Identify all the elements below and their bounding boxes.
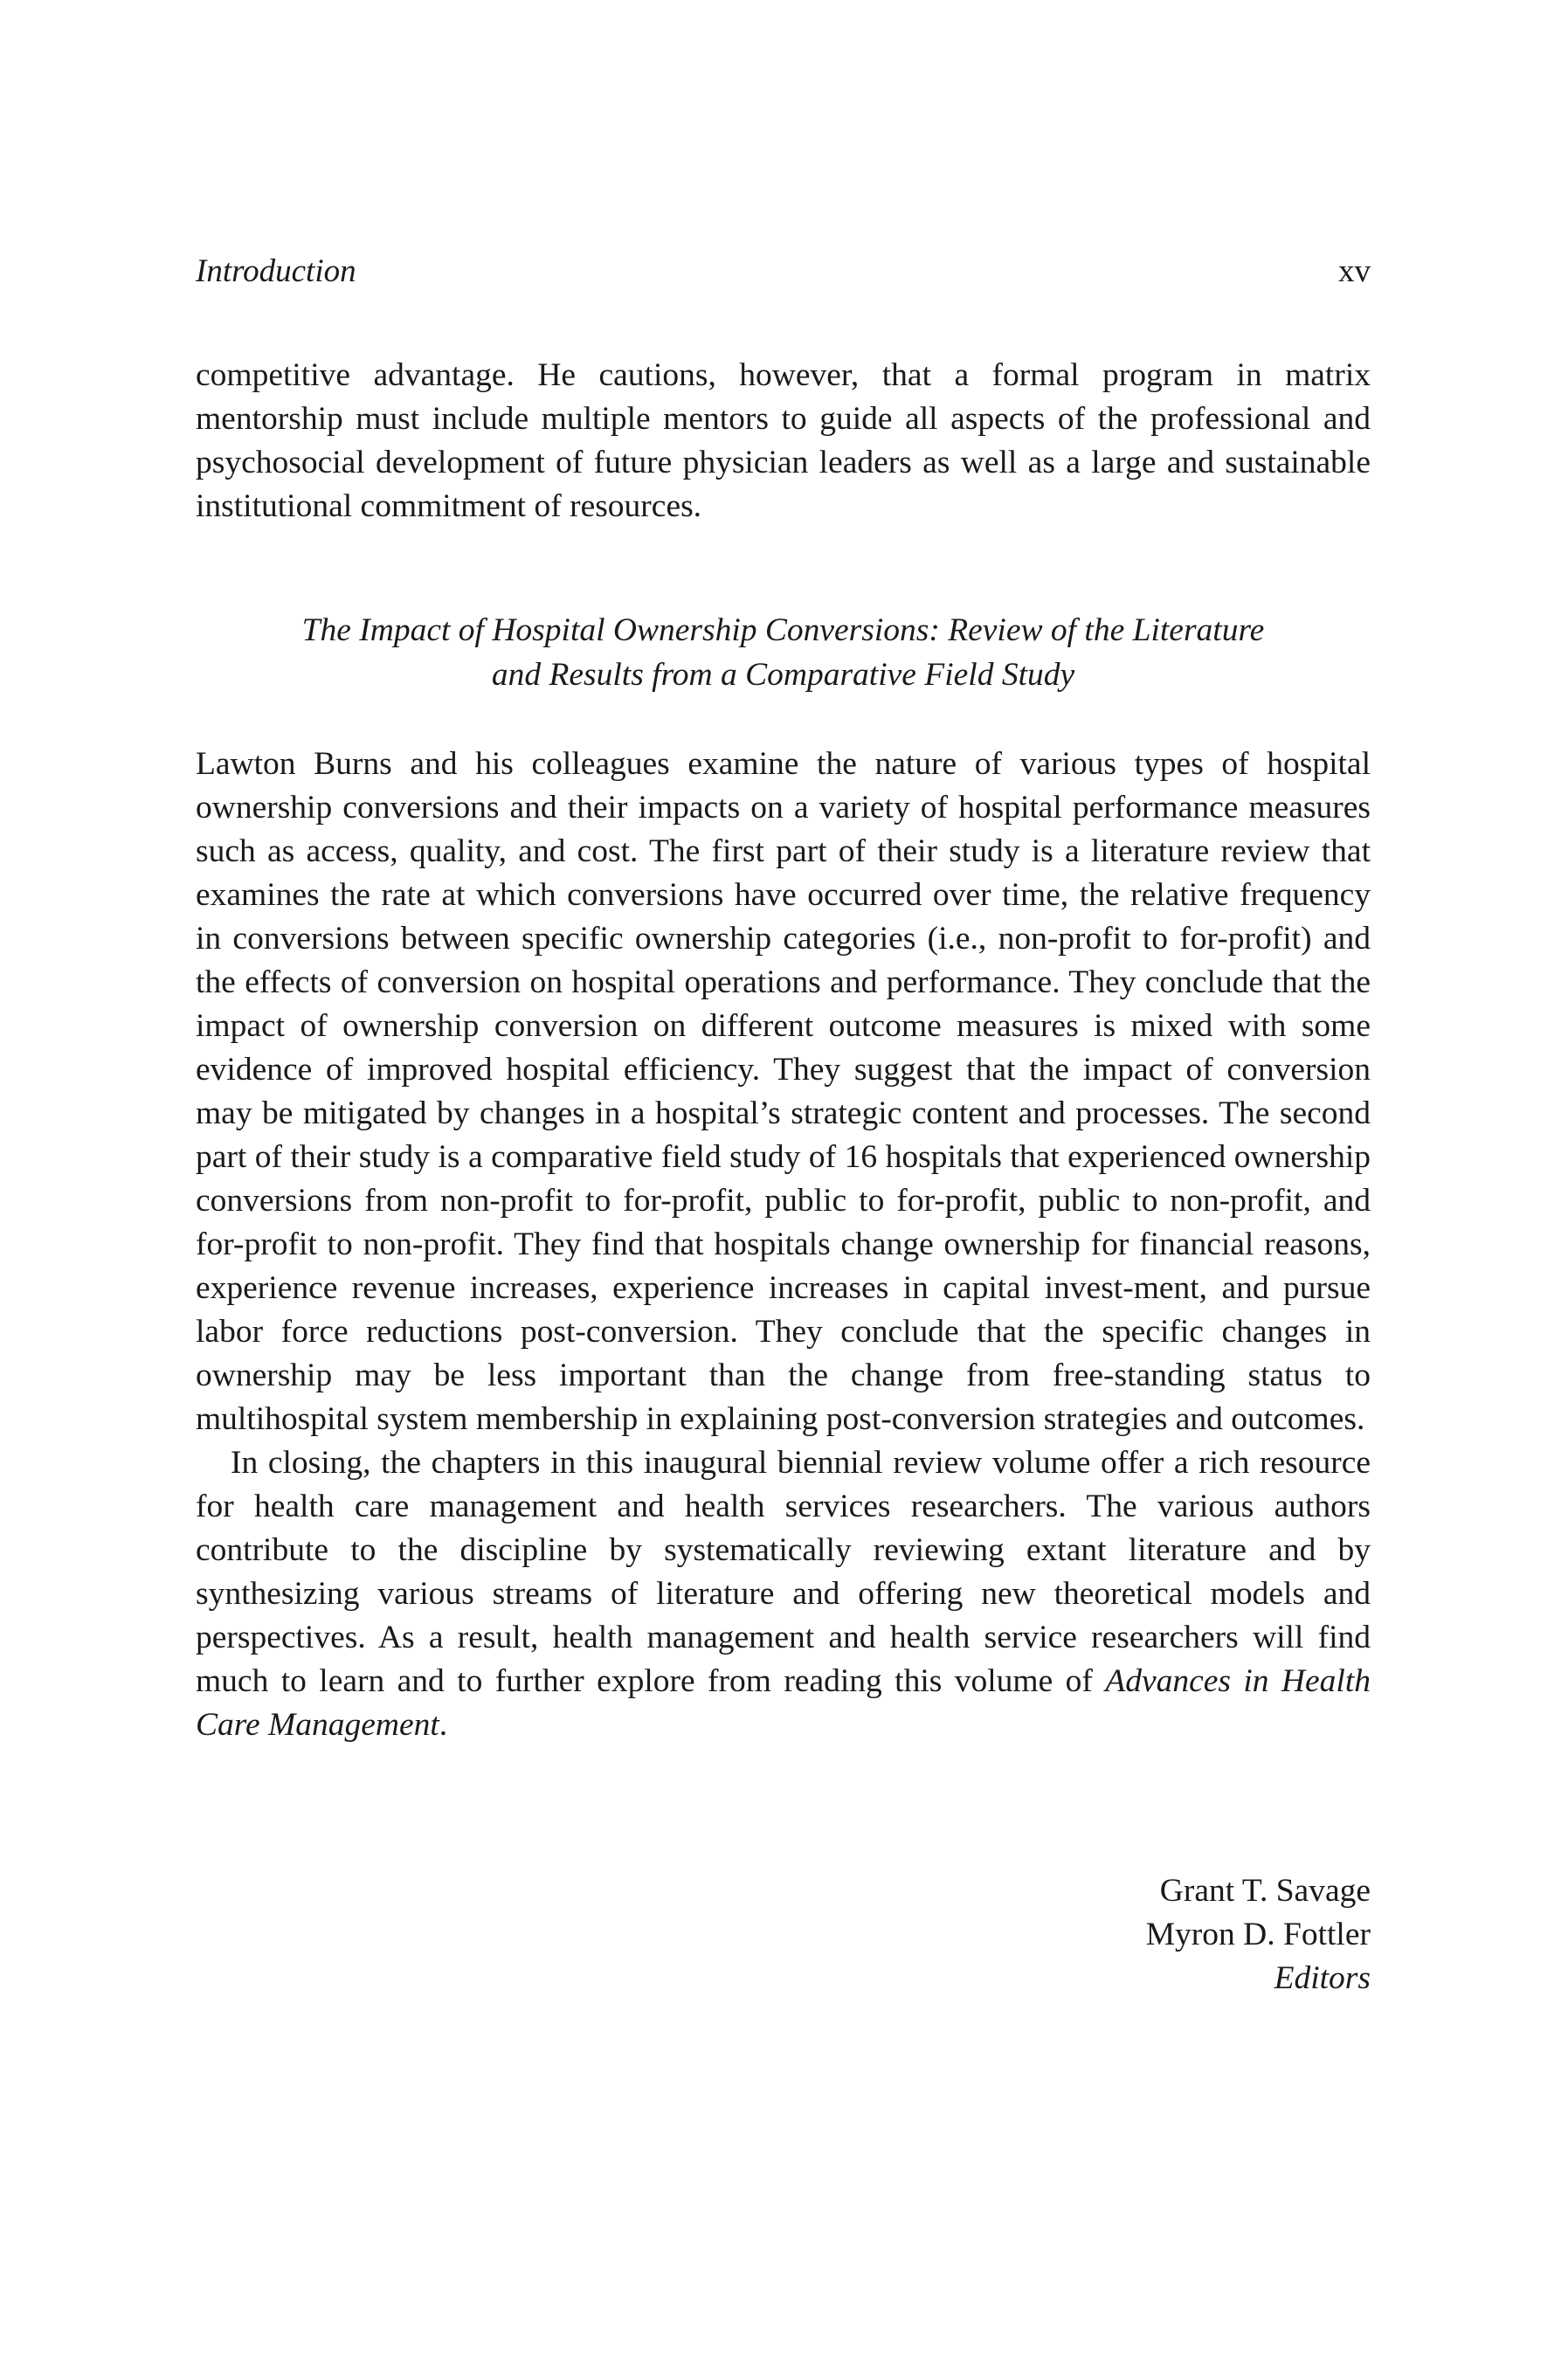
running-header [196,250,1371,294]
section-heading [196,608,1371,697]
page-number: xv [1338,253,1371,289]
section-paragraph-1: Lawton Burns and his colleagues examine the nature of various types of hospital ownership conversions and their impacts on a variety of hospital performance measures such as access, quality, and cost. The first part of their study is a literature review that examines the rate at which conversions have occurred over time, the relative frequency in conversions between specific ownership categories (i.e., non-profit to for-profit) and the effects of conversion on hospital operations and performance. They conclude that the impact of ownership conversion on different outcome measures is mixed with some evidence of improved hospital efficiency. They suggest that the impact of conversion may be mitigated by changes in a hospital’s strategic content and processes. The second part of their study is a comparative field study of 16 hospitals that experienced ownership conversions from non-profit to for-profit, public to for-profit, public to non-profit, and for-profit to non-profit. They find that hospitals change ownership for financial reasons, experience revenue increases, experience increases in capital invest-ment, and pursue labor force reductions post-conversion. They conclude that the specific changes in ownership may be less important than the change from free-standing status to multihospital system membership in explaining post-conversion strategies and outcomes. [196,746,1371,1437]
editor-name-2: Myron D. Fottler [1145,1917,1371,1952]
closing-paragraph [196,1441,1371,1747]
section-heading-line-1: The Impact of Hospital Ownership Conversions: Review of the Literature [301,612,1265,648]
intro-paragraph: competitive advantage. He cautions, however, that a formal program in matrix mentorship must include multiple mentors to guide all aspects of the professional and psychosocial development of future physician leaders as well as a large and sustainable institutional commitment of resources. [196,357,1371,524]
editors-role: Editors [1274,1960,1371,1996]
section-heading-line-2: and Results from a Comparative Field Study [491,657,1075,693]
book-title: Advances in Health Care Management [196,1663,1371,1743]
closing-paragraph-end: . [439,1707,448,1743]
intro-block [196,354,1371,529]
editor-name-1: Grant T. Savage [1159,1873,1371,1909]
running-title: Introduction [196,253,356,289]
signature-block [1146,1869,1371,2000]
closing-paragraph-text: In closing, the chapters in this inaugural biennial review volume offer a rich resource for health care management and health services researchers. The various authors contribute to the discipline by systematically reviewing extant literature and by synthesizing various streams of literature and offering new theoretical models and perspectives. As a result, health management and health service researchers will find much to learn and to further explore from reading this volume of [196,1445,1371,1699]
section-body [196,743,1371,1747]
